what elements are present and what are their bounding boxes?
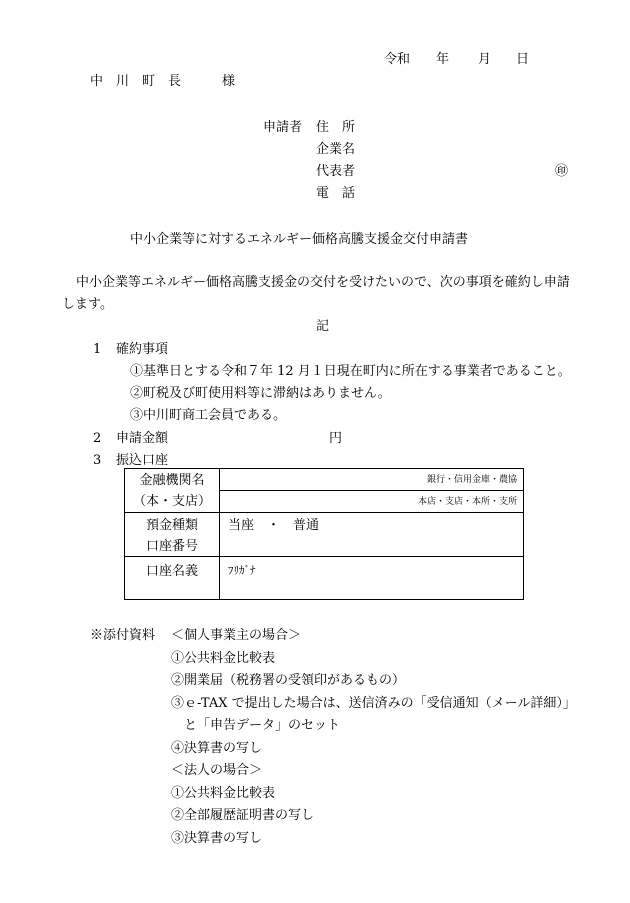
institution-label-cell <box>125 469 220 513</box>
item-3-heading: 振込口座 <box>116 453 169 468</box>
individual-item-1: ①公共料金比較表 <box>171 651 276 666</box>
account-number-label: 口座番号 <box>145 539 198 554</box>
item-2-number: 2 <box>93 431 102 446</box>
corporate-heading: ＜法人の場合＞ <box>171 763 263 778</box>
intro-line-1: 中小企業等エネルギー価格高騰支援金の交付を受けたいので、次の事項を確約し申請 <box>76 275 570 290</box>
branch-label: （本・支店） <box>132 494 211 509</box>
item-2-heading: 申請金額 <box>116 431 169 446</box>
date-era: 令和 <box>384 52 411 67</box>
holder-label-cell <box>125 557 220 600</box>
corporate-item-3: ③決算書の写し <box>171 831 263 846</box>
applicant-label: 申請者 <box>263 120 303 135</box>
applicant-address-label: 住 所 <box>316 120 356 135</box>
pledge-line-1: ①基準日とする令和７年 12 月１日現在町内に所在する事業者であること。 <box>130 364 571 379</box>
document-title: 中小企業等に対するエネルギー価格高騰支援金交付申請書 <box>130 232 469 247</box>
applicant-representative-label: 代表者 <box>316 164 356 179</box>
deposit-label-cell <box>125 513 220 557</box>
deposit-field[interactable] <box>220 513 524 557</box>
furigana-label: ﾌﾘｶﾞﾅ <box>228 564 256 577</box>
individual-heading: ＜個人事業主の場合＞ <box>171 628 302 643</box>
date-year: 年 <box>436 52 450 67</box>
deposit-type-label: 預金種類 <box>145 518 198 533</box>
pledge-line-2: ②町税及び町使用料等に滞納はありません。 <box>130 386 391 401</box>
seal-mark: ㊞ <box>555 164 569 179</box>
addressee-town: 中 川 町 長 <box>90 74 182 89</box>
individual-item-4: ④決算書の写し <box>171 741 263 756</box>
item-1-heading: 確約事項 <box>116 342 169 357</box>
deposit-options: 当座 ・ 普通 <box>228 518 320 533</box>
pledge-line-3: ③中川町商工会員である。 <box>130 408 287 423</box>
applicant-phone-label: 電 話 <box>316 186 356 201</box>
addressee-honorific: 様 <box>222 74 236 89</box>
holder-label: 口座名義 <box>145 564 198 579</box>
holder-field[interactable] <box>220 557 524 600</box>
attachments-label: ※添付資料 <box>90 628 156 643</box>
date-day: 日 <box>516 52 530 67</box>
amount-unit: 円 <box>329 431 343 446</box>
institution-label: 金融機関名 <box>139 473 205 488</box>
individual-item-3-cont: と「申告データ」のセット <box>184 718 341 733</box>
item-3-number: 3 <box>93 453 102 468</box>
item-1-number: 1 <box>93 342 102 357</box>
individual-item-2: ②開業届（税務署の受領印があるもの） <box>171 673 406 688</box>
bank-account-table <box>124 468 524 600</box>
ki-heading: 記 <box>316 319 330 334</box>
institution-field[interactable] <box>220 469 524 491</box>
date-month: 月 <box>478 52 492 67</box>
applicant-company-label: 企業名 <box>316 142 356 157</box>
branch-types: 本店・支店・本所・支所 <box>417 497 517 507</box>
branch-field[interactable] <box>220 491 524 513</box>
institution-types: 銀行・信用金庫・農協 <box>426 475 517 485</box>
corporate-item-2: ②全部履歴証明書の写し <box>171 808 315 823</box>
corporate-item-1: ①公共料金比較表 <box>171 786 276 801</box>
intro-line-2: します。 <box>62 297 113 312</box>
individual-item-3: ③ｅ-TAX で提出した場合は、送信済みの「受信通知（メール詳細）」 <box>171 696 576 711</box>
